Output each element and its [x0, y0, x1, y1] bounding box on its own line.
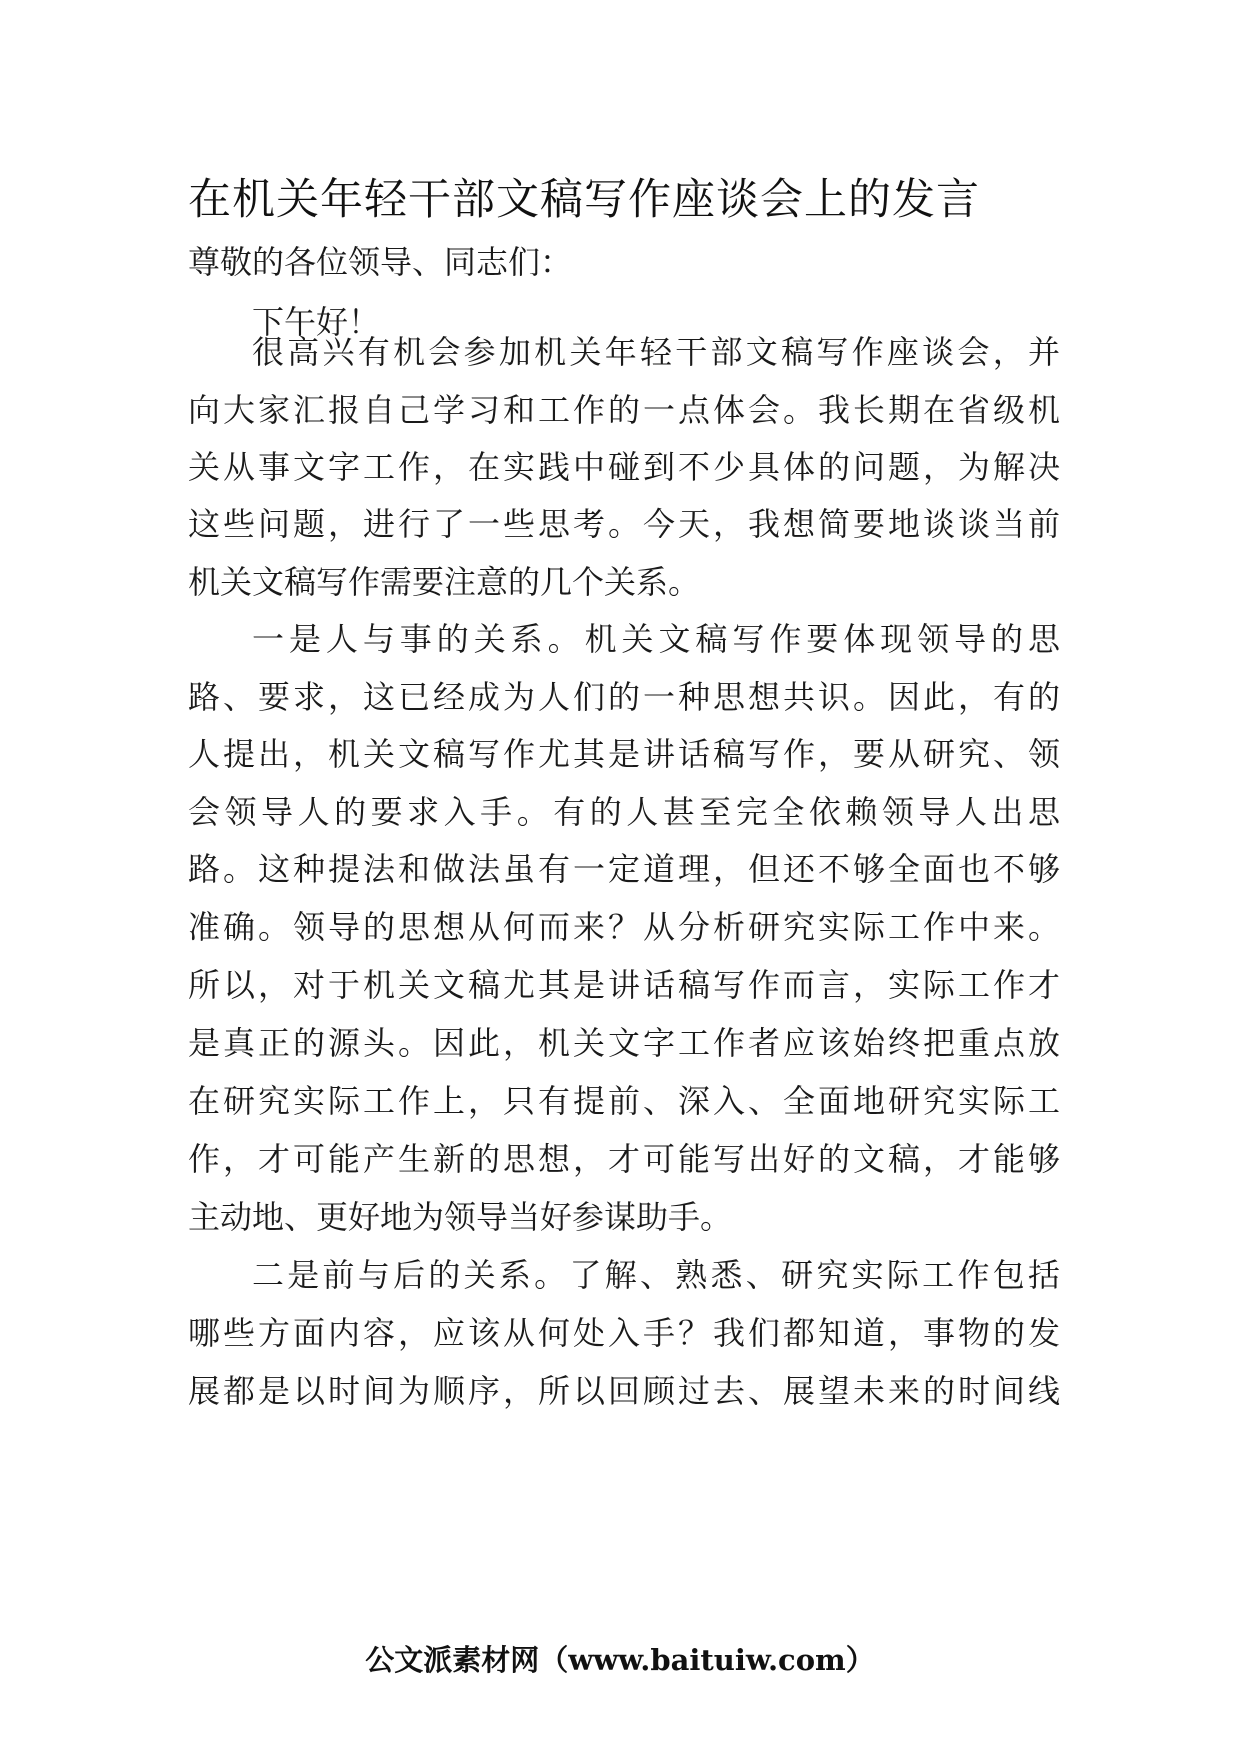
body-line: 很高兴有机会参加机关年轻干部文稿写作座谈会，并	[252, 333, 1060, 371]
body-line: 在研究实际工作上，只有提前、深入、全面地研究实际工	[188, 1082, 1060, 1120]
body-line: 二是前与后的关系。了解、熟悉、研究实际工作包括	[252, 1256, 1060, 1294]
body-line: 路。这种提法和做法虽有一定道理，但还不够全面也不够	[188, 850, 1060, 888]
body-line: 人提出，机关文稿写作尤其是讲话稿写作，要从研究、领	[188, 735, 1060, 773]
body-line: 一是人与事的关系。机关文稿写作要体现领导的思	[252, 620, 1060, 658]
footer-watermark: 公文派素材网（www.baituiw.com）	[365, 1643, 875, 1677]
body-line: 作，才可能产生新的思想，才可能写出好的文稿，才能够	[188, 1140, 1060, 1178]
body-line: 准确。领导的思想从何而来？从分析研究实际工作中来。	[188, 908, 1060, 946]
body-line: 这些问题，进行了一些思考。今天，我想简要地谈谈当前	[188, 505, 1060, 543]
body-line: 机关文稿写作需要注意的几个关系。	[188, 563, 701, 601]
body-line: 关从事文字工作，在实践中碰到不少具体的问题，为解决	[188, 448, 1060, 486]
body-line: 是真正的源头。因此，机关文字工作者应该始终把重点放	[188, 1024, 1060, 1062]
body-line: 会领导人的要求入手。有的人甚至完全依赖领导人出思	[188, 793, 1060, 831]
body-line: 下午好！	[252, 303, 381, 341]
body-line: 路、要求，这已经成为人们的一种思想共识。因此，有的	[188, 678, 1060, 716]
body-line: 主动地、更好地为领导当好参谋助手。	[188, 1198, 733, 1236]
document-title: 在机关年轻干部文稿写作座谈会上的发言	[188, 175, 980, 225]
body-line: 哪些方面内容，应该从何处入手？我们都知道，事物的发	[188, 1314, 1060, 1352]
salutation: 尊敬的各位领导、同志们：	[188, 243, 573, 281]
body-line: 所以，对于机关文稿尤其是讲话稿写作而言，实际工作才	[188, 966, 1060, 1004]
body-line: 展都是以时间为顺序，所以回顾过去、展望未来的时间线	[188, 1372, 1060, 1410]
body-line: 向大家汇报自己学习和工作的一点体会。我长期在省级机	[188, 391, 1060, 429]
